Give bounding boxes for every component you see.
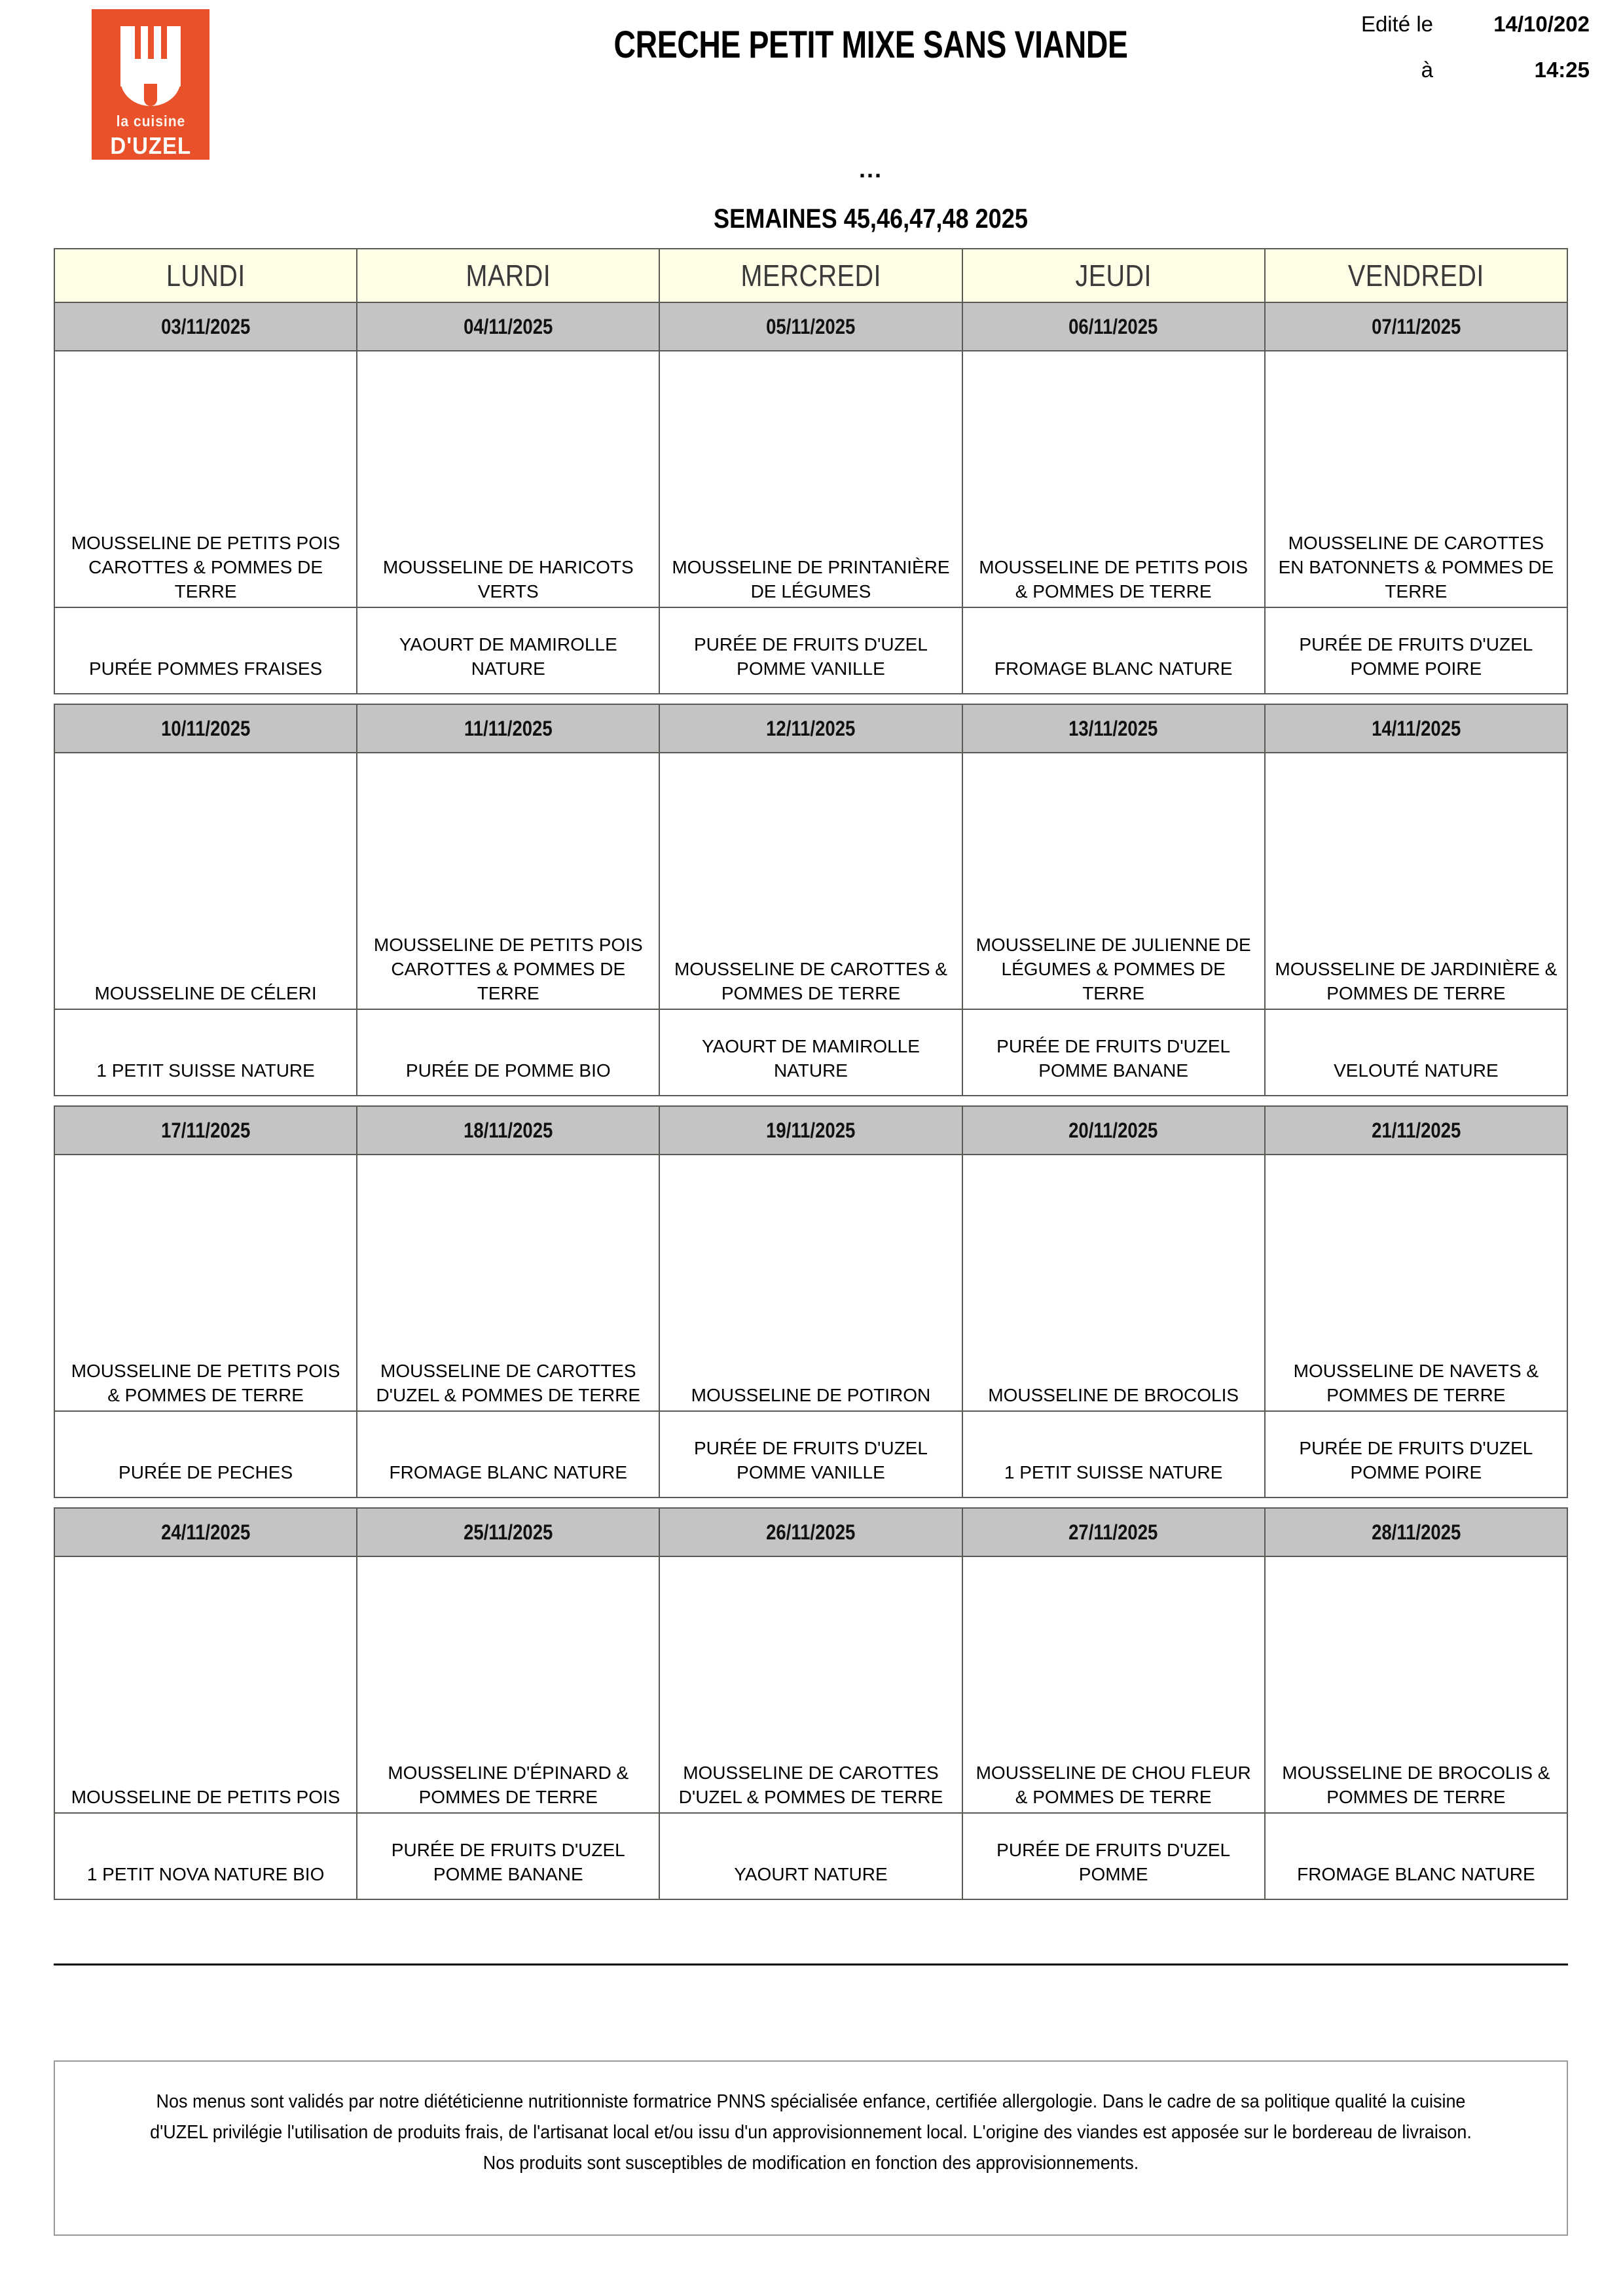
week-main-course-row [54,351,1567,607]
edition-date-row [1283,12,1597,58]
dessert-cell [1265,1009,1567,1096]
dessert-cell [962,607,1265,694]
day-header-mercredi: MERCREDI [659,249,962,302]
date-cell: 17/11/2025 [54,1106,357,1155]
dessert-text: PURÉE POMMES FRAISES [88,658,323,679]
main-course-text: MOUSSELINE DE CÉLERI [94,983,317,1004]
dessert-text: YAOURT DE MAMIROLLE NATURE [399,634,617,679]
dessert-text: PURÉE DE FRUITS D'UZEL POMME VANILLE [693,1438,928,1483]
dessert-cell [962,1009,1265,1096]
dessert-text: FROMAGE BLANC NATURE [994,658,1233,679]
dessert-text: PURÉE DE FRUITS D'UZEL POMME BANANE [391,1840,625,1885]
dessert-cell [357,1813,659,1899]
dessert-text: FROMAGE BLANC NATURE [1297,1864,1535,1885]
week-date-row [54,704,1567,753]
date-cell: 05/11/2025 [659,302,962,351]
weeks-subtitle: SEMAINES 45,46,47,48 2025 [714,203,1028,234]
dessert-text: VELOUTÉ NATURE [1334,1060,1499,1081]
main-course-cell [357,753,659,1009]
date-cell: 04/11/2025 [357,302,659,351]
main-course-cell [54,1556,357,1813]
main-course-cell [659,351,962,607]
dessert-cell [659,1813,962,1899]
main-course-text: MOUSSELINE DE BROCOLIS [988,1385,1239,1406]
day-name-row [54,249,1567,302]
week-separator [54,1498,1567,1508]
logo-line2: D'UZEL [110,132,191,159]
main-course-text: MOUSSELINE DE CAROTTES EN BATONNETS & POMMES DE TERRE [1278,533,1554,602]
at-time: 14:25 [1534,58,1590,82]
date-cell: 14/11/2025 [1265,704,1567,753]
main-course-cell [1265,1556,1567,1813]
date-cell: 13/11/2025 [962,704,1265,753]
dessert-text: FROMAGE BLANC NATURE [389,1462,628,1483]
week-main-course-row [54,753,1567,1009]
main-course-cell [54,753,357,1009]
dessert-cell [1265,1813,1567,1899]
main-course-text: MOUSSELINE DE BROCOLIS & POMMES DE TERRE [1282,1763,1550,1808]
dessert-cell [54,1813,357,1899]
dessert-cell [54,1411,357,1498]
date-cell: 12/11/2025 [659,704,962,753]
main-course-cell [54,1155,357,1411]
dessert-cell [54,1009,357,1096]
main-course-cell [962,351,1265,607]
date-cell: 11/11/2025 [357,704,659,753]
date-cell: 18/11/2025 [357,1106,659,1155]
dessert-cell [357,607,659,694]
main-course-text: MOUSSELINE DE PETITS POIS [71,1787,340,1808]
main-course-text: MOUSSELINE DE CHOU FLEUR & POMMES DE TERRE [976,1763,1251,1808]
dessert-text: 1 PETIT SUISSE NATURE [1004,1462,1223,1483]
date-cell: 06/11/2025 [962,302,1265,351]
menu-table [54,248,1568,1900]
main-course-cell [659,1556,962,1813]
week-date-row [54,1106,1567,1155]
date-cell: 19/11/2025 [659,1106,962,1155]
page-title: CRECHE PETIT MIXE SANS VIANDE [613,24,1128,66]
dessert-cell [1265,1411,1567,1498]
dessert-cell [357,1009,659,1096]
main-course-text: MOUSSELINE DE JULIENNE DE LÉGUMES & POMMES DE TERRE [976,935,1251,1004]
main-course-cell [54,351,357,607]
main-course-text: MOUSSELINE DE HARICOTS VERTS [382,557,634,602]
main-course-text: MOUSSELINE DE PRINTANIÈRE DE LÉGUMES [672,557,950,602]
dessert-text: 1 PETIT SUISSE NATURE [96,1060,315,1081]
dessert-cell [659,1009,962,1096]
footer-note-box [54,2060,1568,2236]
main-course-text: MOUSSELINE DE CAROTTES D'UZEL & POMMES DE TERRE [678,1763,943,1808]
date-cell: 21/11/2025 [1265,1106,1567,1155]
week-main-course-row [54,1556,1567,1813]
dessert-text: YAOURT NATURE [734,1864,888,1885]
dessert-cell [962,1411,1265,1498]
main-course-text: MOUSSELINE DE PETITS POIS & POMMES DE TERRE [71,1361,340,1406]
main-course-text: MOUSSELINE DE PETITS POIS CAROTTES & POMMES DE TERRE [373,935,643,1004]
date-cell: 26/11/2025 [659,1508,962,1556]
dessert-text: PURÉE DE FRUITS D'UZEL POMME BANANE [996,1036,1231,1081]
date-cell: 24/11/2025 [54,1508,357,1556]
main-course-text: MOUSSELINE DE JARDINIÈRE & POMMES DE TERRE [1275,959,1558,1004]
dessert-cell [357,1411,659,1498]
date-cell: 07/11/2025 [1265,302,1567,351]
logo-line1: la cuisine [116,113,185,130]
date-cell: 20/11/2025 [962,1106,1265,1155]
main-course-text: MOUSSELINE DE CAROTTES & POMMES DE TERRE [674,959,947,1004]
horizontal-divider [54,1964,1568,1965]
week-date-row [54,1508,1567,1556]
at-label: à [1421,58,1434,82]
main-course-text: MOUSSELINE DE PETITS POIS & POMMES DE TERRE [979,557,1249,602]
week-dessert-row [54,607,1567,694]
date-cell: 27/11/2025 [962,1508,1265,1556]
edited-label: Edité le [1360,12,1434,36]
main-course-cell [1265,1155,1567,1411]
dessert-text: PURÉE DE FRUITS D'UZEL POMME POIRE [1299,1438,1533,1483]
main-course-cell [962,753,1265,1009]
week-separator [54,694,1567,704]
main-course-cell [1265,351,1567,607]
subtitle-dots: ... [858,156,883,183]
main-course-cell [962,1556,1265,1813]
dessert-cell [659,1411,962,1498]
main-course-cell [1265,753,1567,1009]
footer-note-text: Nos menus sont validés par notre diététicienne nutritionniste formatrice PNNS spécialisée enfance, certifiée allergologie. Dans le cadre de sa politique qualité la cuisine d'UZEL privilégie l'utilisation de produits frais, de l'artisanat local et/ou issu d'un approvisionnement local. L'origine des viandes est apposée sur le bordereau de livraison. Nos produits sont susceptibles de modification en fonction des approvisionnements. [150,2091,1472,2174]
main-course-text: MOUSSELINE DE CAROTTES D'UZEL & POMMES DE TERRE [376,1361,641,1406]
document-header [0,0,1623,241]
date-cell: 28/11/2025 [1265,1508,1567,1556]
main-course-text: MOUSSELINE DE POTIRON [691,1385,931,1406]
week-separator [54,1096,1567,1106]
date-cell: 10/11/2025 [54,704,357,753]
main-course-cell [659,1155,962,1411]
main-course-text: MOUSSELINE DE NAVETS & POMMES DE TERRE [1293,1361,1539,1406]
dessert-cell [54,607,357,694]
dessert-text: PURÉE DE FRUITS D'UZEL POMME POIRE [1299,634,1533,679]
main-course-cell [962,1155,1265,1411]
fork-icon [120,26,181,101]
logo [92,9,210,160]
dessert-text: PURÉE DE FRUITS D'UZEL POMME VANILLE [693,634,928,679]
week-dessert-row [54,1411,1567,1498]
main-course-text: MOUSSELINE DE PETITS POIS CAROTTES & POMMES DE TERRE [71,533,340,602]
edition-time-row [1283,58,1597,103]
edition-info [1283,12,1597,103]
edited-date: 14/10/202 [1493,12,1590,36]
main-course-cell [357,351,659,607]
menu-table-body [54,249,1567,1899]
main-course-text: MOUSSELINE D'ÉPINARD & POMMES DE TERRE [388,1763,629,1808]
week-date-row [54,302,1567,351]
week-main-course-row [54,1155,1567,1411]
dessert-cell [1265,607,1567,694]
dessert-text: PURÉE DE POMME BIO [405,1060,611,1081]
main-course-cell [357,1155,659,1411]
dessert-text: YAOURT DE MAMIROLLE NATURE [701,1036,920,1081]
day-header-jeudi: JEUDI [962,249,1265,302]
dessert-cell [962,1813,1265,1899]
week-dessert-row [54,1813,1567,1899]
dessert-text: 1 PETIT NOVA NATURE BIO [86,1864,325,1885]
dessert-cell [659,607,962,694]
date-cell: 03/11/2025 [54,302,357,351]
day-header-vendredi: VENDREDI [1265,249,1567,302]
dessert-text: PURÉE DE FRUITS D'UZEL POMME [996,1840,1231,1885]
main-course-cell [357,1556,659,1813]
day-header-mardi: MARDI [357,249,659,302]
date-cell: 25/11/2025 [357,1508,659,1556]
week-dessert-row [54,1009,1567,1096]
main-course-cell [659,753,962,1009]
day-header-lundi: LUNDI [54,249,357,302]
dessert-text: PURÉE DE PECHES [119,1462,293,1483]
